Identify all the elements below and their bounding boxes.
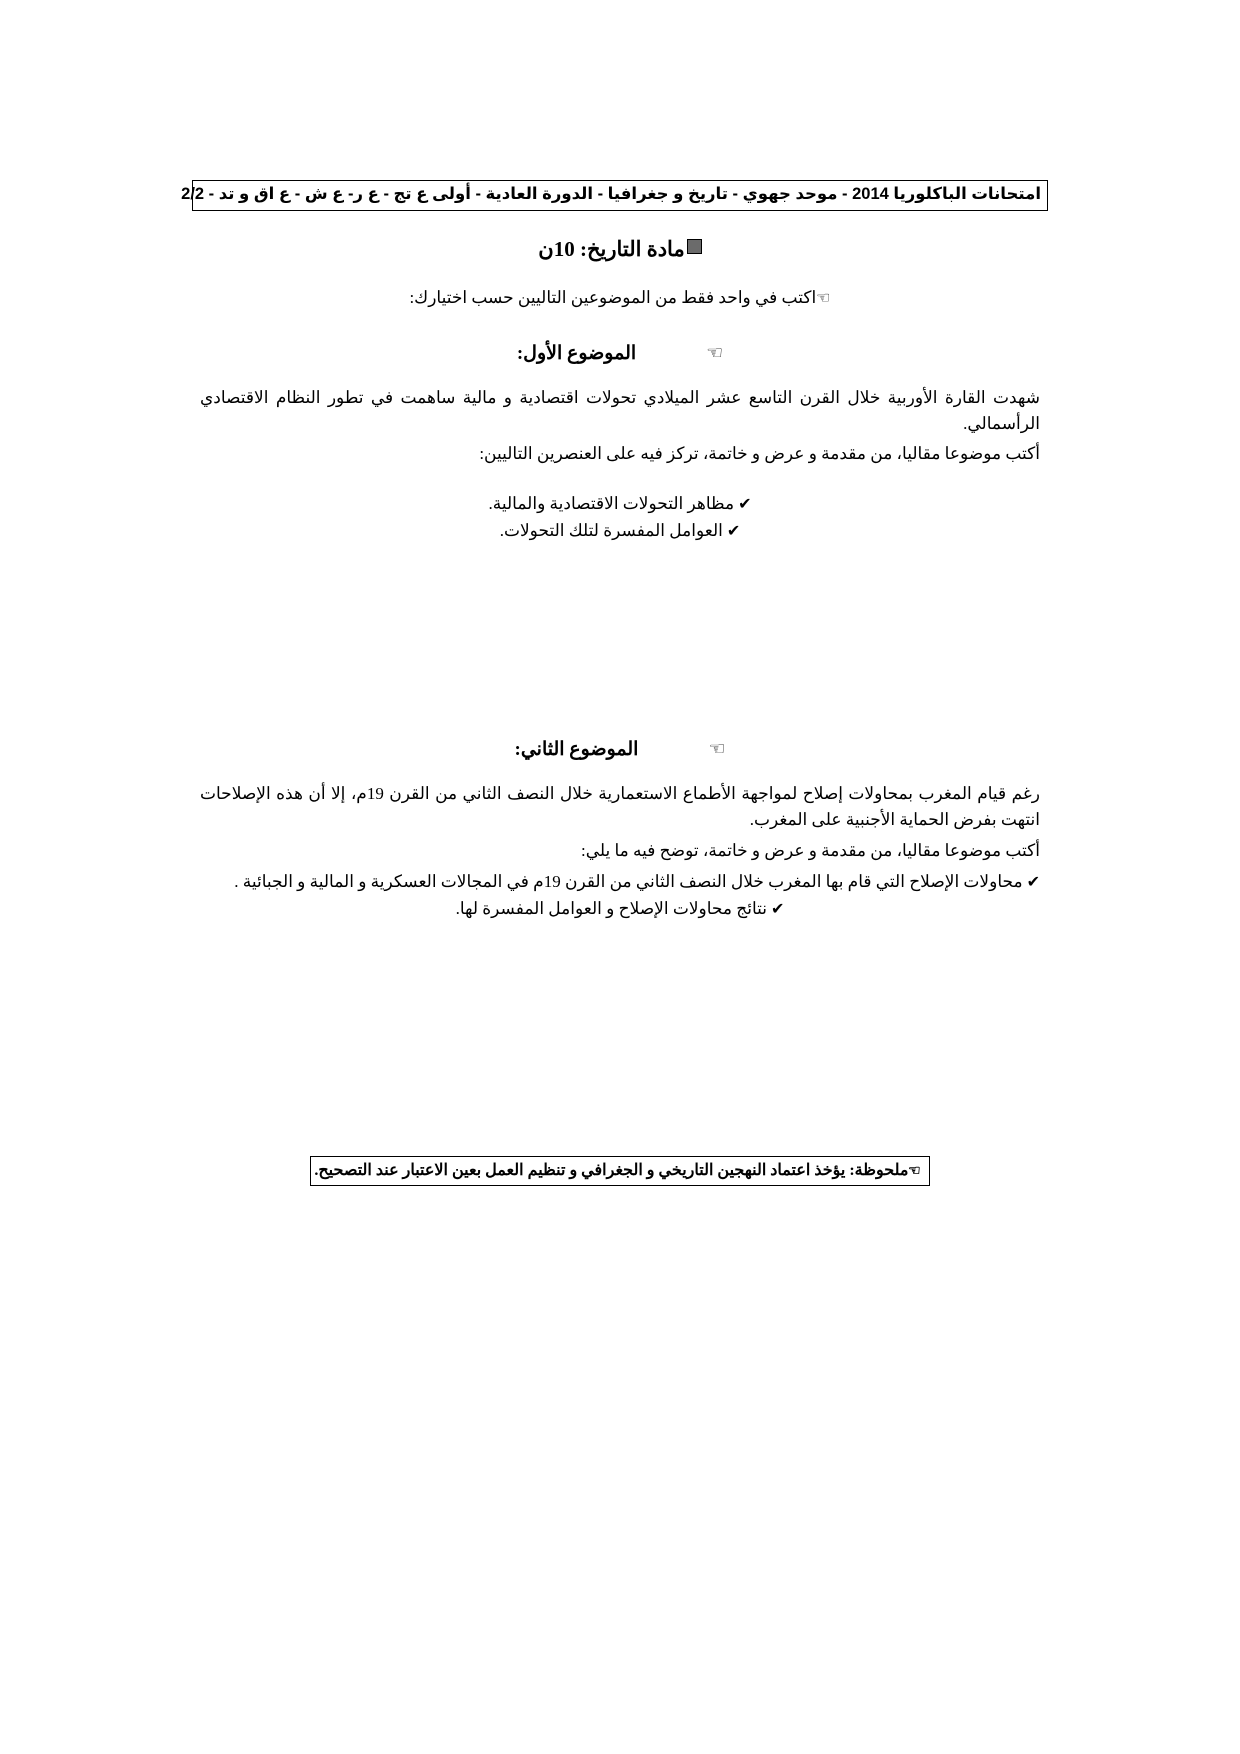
- topic-two-bullets: [200, 868, 1040, 922]
- topic-one-task: أكتب موضوعا مقاليا، من مقدمة و عرض و خاتمة، تركز فيه على العنصرين التاليين:: [479, 444, 1040, 464]
- list-item: [200, 490, 1040, 517]
- hand-pointer-icon: ☞: [816, 289, 831, 307]
- subject-title: مادة التاريخ: 10ن: [538, 236, 685, 261]
- topic-one-header: [200, 342, 1040, 365]
- topic-one-bullets: [200, 490, 1040, 544]
- instruction-text: اكتب في واحد فقط من الموضوعين التاليين حسب اختيارك:: [409, 287, 817, 307]
- subject-title-line: [200, 237, 1040, 262]
- bullet-text: العوامل المفسرة لتلك التحولات.: [499, 520, 723, 540]
- check-icon: ✔: [738, 493, 752, 513]
- bullet-text: محاولات الإصلاح التي قام بها المغرب خلال النصف الثاني من القرن 19م في المجالات العسكرية و المالية و الجبائية .: [234, 872, 1023, 892]
- document-body: [181, 180, 1041, 922]
- topic-two-header: [200, 738, 1040, 761]
- check-icon: ✔: [1026, 872, 1040, 892]
- bullet-text: نتائج محاولات الإصلاح و العوامل المفسرة لها.: [455, 899, 767, 919]
- spacer-answer-area-one: [200, 544, 1040, 704]
- check-icon: ✔: [771, 899, 785, 919]
- list-item: [200, 895, 1040, 922]
- topic-two-task: أكتب موضوعا مقاليا، من مقدمة و عرض و خاتمة، توضح فيه ما يلي:: [581, 840, 1040, 860]
- list-item: [200, 517, 1040, 544]
- correction-note: [310, 1156, 930, 1186]
- topic-one-paragraph: شهدت القارة الأوربية خلال القرن التاسع عشر الميلادي تحولات اقتصادية و مالية ساهمت في تطور النظام الاقتصادي الرأسمالي.: [200, 387, 1040, 433]
- hand-pointer-icon: ☞: [908, 1164, 921, 1179]
- topic-two-title: الموضوع الثاني:: [514, 739, 639, 761]
- topic-two-paragraph: رغم قيام المغرب بمحاولات إصلاح لمواجهة الأطماع الاستعمارية خلال النصف الثاني من القرن 19م، إلا أن هذه الإصلاحات انتهت بفرض الحماية الأجنبية على المغرب.: [200, 784, 1041, 830]
- square-marker-icon: [687, 239, 702, 254]
- note-text: ملحوظة: يؤخذ اعتماد النهجين التاريخي و الجغرافي و تنظيم العمل بعين الاعتبار عند التصحيح.: [314, 1162, 909, 1179]
- check-icon: ✔: [726, 520, 741, 540]
- exam-header-banner: امتحانات الباكلوريا 2014 - موحد جهوي - تاريخ و جغرافيا - الدورة العادية - أولى ع تج - ع ر- ع ش - ع اق و تد - 2/2: [192, 180, 1048, 211]
- folder-pointer-icon: ☜: [708, 739, 726, 761]
- folder-pointer-icon: ☜: [706, 342, 724, 364]
- instruction-line: [200, 288, 1040, 308]
- topic-one-title: الموضوع الأول:: [516, 342, 637, 364]
- bullet-text: مظاهر التحولات الاقتصادية والمالية.: [488, 493, 735, 513]
- list-item: [200, 868, 1040, 895]
